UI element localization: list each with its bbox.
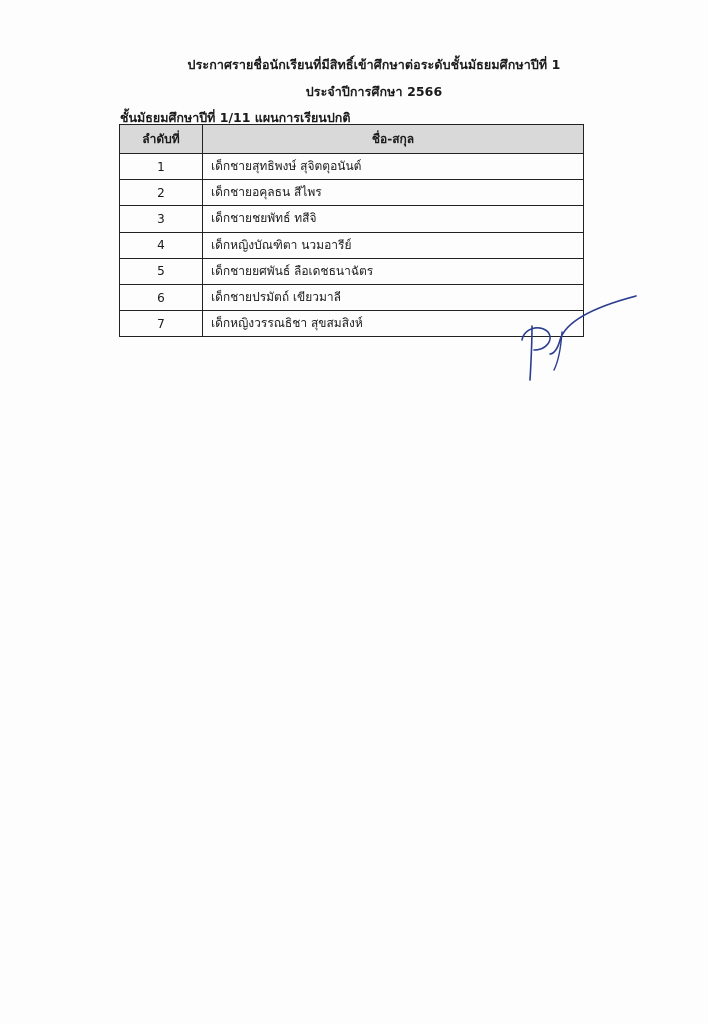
table-row bbox=[120, 258, 584, 284]
row-number: 5 bbox=[120, 258, 203, 284]
row-number: 4 bbox=[120, 232, 203, 258]
row-number: 7 bbox=[120, 311, 203, 337]
handwritten-signature bbox=[510, 288, 650, 388]
student-name: เด็กชายอคุลธน สีไพร bbox=[203, 180, 584, 206]
student-name: เด็กชายชยพัทธ์ ทสีจิ bbox=[203, 206, 584, 232]
table-row bbox=[120, 206, 584, 232]
student-name: เด็กชายปรมัตถ์ เขียวมาลี bbox=[203, 284, 584, 310]
announcement-title: ประกาศรายชื่อนักเรียนที่มีสิทธิ์เข้าศึกษาต่อระดับชั้นมัธยมศึกษาปีที่ 1 bbox=[187, 57, 561, 72]
table-row bbox=[120, 154, 584, 180]
table-header-row bbox=[120, 125, 584, 154]
signature-stroke-tail bbox=[550, 296, 636, 354]
table-row bbox=[120, 232, 584, 258]
column-header-no: ลำดับที่ bbox=[120, 125, 203, 154]
signature-stroke-stem bbox=[530, 326, 532, 380]
row-number: 2 bbox=[120, 180, 203, 206]
row-number: 1 bbox=[120, 154, 203, 180]
class-section-heading: ชั้นมัธยมศึกษาปีที่ 1/11 แผนการเรียนปกติ bbox=[120, 110, 351, 125]
academic-year-title: ประจำปีการศึกษา 2566 bbox=[305, 84, 443, 99]
row-number: 6 bbox=[120, 284, 203, 310]
student-name: เด็กหญิงวรรณธิชา สุขสมสิงห์ bbox=[203, 311, 584, 337]
signature-stroke-loop bbox=[522, 328, 550, 350]
student-name: เด็กหญิงบัณฑิตา นวมอารีย์ bbox=[203, 232, 584, 258]
table-row bbox=[120, 180, 584, 206]
row-number: 3 bbox=[120, 206, 203, 232]
student-name: เด็กชายสุทธิพงษ์ สุจิตตุอนันต์ bbox=[203, 154, 584, 180]
column-header-name: ชื่อ-สกุล bbox=[203, 125, 584, 154]
student-name: เด็กชายยศพันธ์ ลือเดชธนาฉัตร bbox=[203, 258, 584, 284]
